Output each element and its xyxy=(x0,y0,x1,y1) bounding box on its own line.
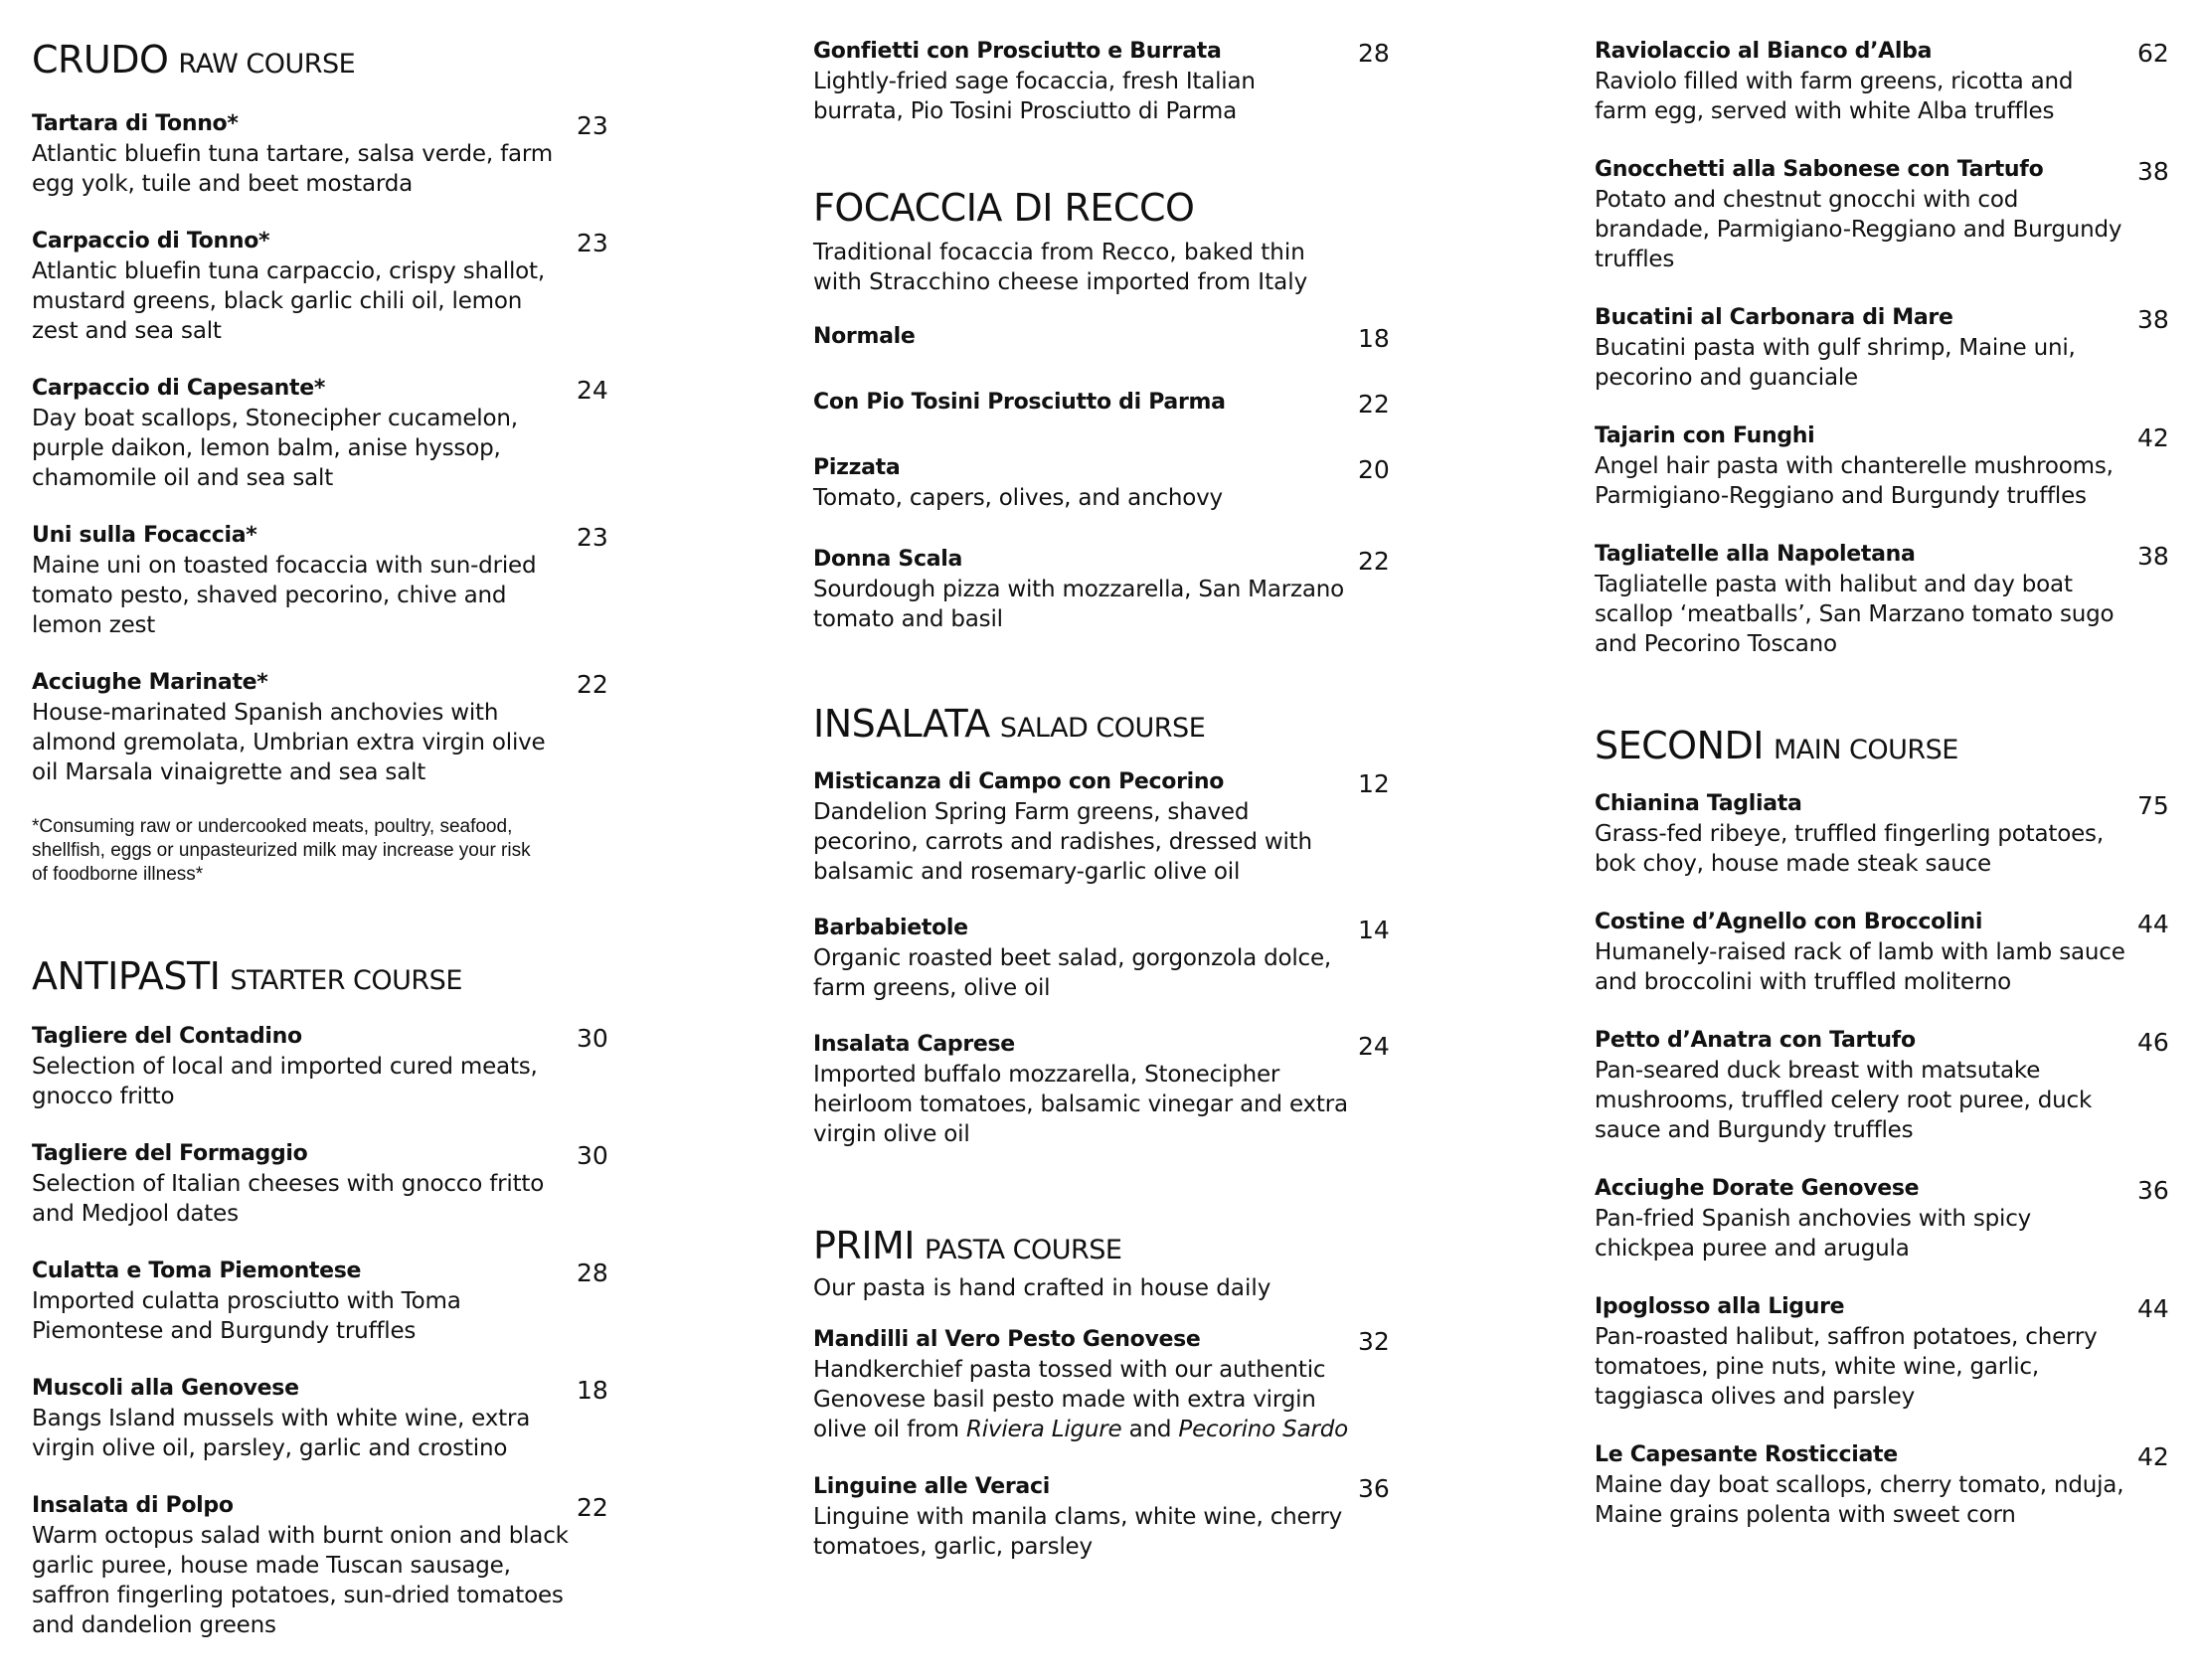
item-price: 12 xyxy=(1358,769,1390,798)
item-price: 38 xyxy=(2137,157,2169,186)
item-description: Dandelion Spring Farm greens, shaved pecorino, carrots and radishes, dressed with balsamic and rosemary-garlic olive oil xyxy=(813,799,1312,885)
item-name: Culatta e Toma Piemontese xyxy=(32,1259,362,1283)
item-name: Le Capesante Rosticciate xyxy=(1595,1442,1898,1467)
item-description: Maine day boat scallops, cherry tomato, nduja, Maine grains polenta with sweet corn xyxy=(1595,1472,2124,1528)
item-description: Organic roasted beet salad, gorgonzola dolce, farm greens, olive oil xyxy=(813,945,1332,1001)
item-price: 23 xyxy=(577,111,608,140)
menu-item xyxy=(1595,540,2191,659)
section-heading xyxy=(813,186,1420,230)
item-name: Tagliere del Formaggio xyxy=(32,1141,308,1166)
item-list xyxy=(1595,789,2191,1530)
item-description: Tagliatelle pasta with halibut and day boat scallop ‘meatballs’, San Marzano tomato sugo and Pecorino Toscano xyxy=(1595,572,2115,657)
section-heading xyxy=(1595,724,2191,767)
section-note: Traditional focaccia from Recco, baked thin with Stracchino cheese imported from Italy xyxy=(813,240,1308,295)
menu-item xyxy=(813,37,1420,126)
item-name: Mandilli al Vero Pesto Genovese xyxy=(813,1327,1201,1352)
item-name: Carpaccio di Capesante* xyxy=(32,376,326,401)
menu-item xyxy=(813,914,1420,1003)
menu-item xyxy=(1595,908,2191,997)
menu-item xyxy=(813,1472,1420,1562)
menu-item xyxy=(813,545,1420,634)
section-heading xyxy=(813,1224,1420,1267)
item-price: 14 xyxy=(1358,916,1390,944)
section-antipasti-continued xyxy=(813,0,1420,126)
item-list xyxy=(32,109,638,787)
item-name: Con Pio Tosini Prosciutto di Parma xyxy=(813,390,1226,415)
item-price: 22 xyxy=(577,1493,608,1522)
section-insalata xyxy=(813,666,1420,1149)
item-name: Misticanza di Campo con Pecorino xyxy=(813,769,1225,794)
menu-column-2 xyxy=(813,0,1420,1590)
item-name: Barbabietole xyxy=(813,916,968,940)
section-secondi xyxy=(1595,688,2191,1530)
section-title-main: ANTIPASTI xyxy=(32,954,221,998)
menu-item xyxy=(813,1030,1420,1149)
item-description: Pan-roasted halibut, saffron potatoes, cherry tomatoes, pine nuts, white wine, garlic, taggiasca olives and parsley xyxy=(1595,1324,2098,1410)
item-description: Sourdough pizza with mozzarella, San Marzano tomato and basil xyxy=(813,577,1344,632)
item-price: 22 xyxy=(1358,547,1390,576)
item-price: 28 xyxy=(577,1259,608,1287)
item-price: 28 xyxy=(1358,39,1390,68)
menu-item xyxy=(1595,1292,2191,1412)
item-price: 30 xyxy=(577,1141,608,1170)
item-name: Bucatini al Carbonara di Mare xyxy=(1595,305,1953,330)
item-name: Petto d’Anatra con Tartufo xyxy=(1595,1028,1916,1053)
item-name: Tagliatelle alla Napoletana xyxy=(1595,542,1916,567)
item-price: 32 xyxy=(1358,1327,1390,1356)
section-title-main: SECONDI xyxy=(1595,724,1764,767)
item-price: 23 xyxy=(577,229,608,257)
item-price: 36 xyxy=(1358,1474,1390,1503)
item-description: Potato and chestnut gnocchi with cod brandade, Parmigiano-Reggiano and Burgundy truffles xyxy=(1595,187,2122,272)
item-description-emphasis: Pecorino Sardo xyxy=(1178,1417,1348,1442)
menu-column-3 xyxy=(1595,0,2191,1559)
item-name: Carpaccio di Tonno* xyxy=(32,229,270,253)
item-list xyxy=(1595,37,2191,659)
item-description: House-marinated Spanish anchovies with almond gremolata, Umbrian extra virgin olive oil Marsala vinaigrette and sea salt xyxy=(32,700,546,785)
item-name: Normale xyxy=(813,324,916,349)
item-name: Tajarin con Funghi xyxy=(1595,423,1815,448)
item-price: 23 xyxy=(577,523,608,552)
menu-item xyxy=(32,1491,638,1640)
item-name: Acciughe Dorate Genovese xyxy=(1595,1176,1920,1201)
section-title-main: INSALATA xyxy=(813,702,990,746)
item-description: Selection of local and imported cured meats, gnocco fritto xyxy=(32,1054,538,1109)
section-title-sub: MAIN COURSE xyxy=(1773,735,1958,765)
item-description: Raviolo filled with farm greens, ricotta and farm egg, served with white Alba truffles xyxy=(1595,69,2074,124)
item-name: Insalata Caprese xyxy=(813,1032,1015,1057)
item-name: Ipoglosso alla Ligure xyxy=(1595,1294,1845,1319)
item-description: Atlantic bluefin tuna tartare, salsa verde, farm egg yolk, tuile and beet mostarda xyxy=(32,141,553,197)
item-price: 38 xyxy=(2137,542,2169,571)
menu-item xyxy=(1595,421,2191,511)
item-price: 24 xyxy=(577,376,608,405)
item-name: Muscoli alla Genovese xyxy=(32,1376,299,1401)
menu-item xyxy=(32,109,638,199)
item-name: Raviolaccio al Bianco d’Alba xyxy=(1595,39,1933,64)
section-title-main: CRUDO xyxy=(32,38,169,82)
menu-item xyxy=(813,388,1420,418)
item-description: Pan-fried Spanish anchovies with spicy chickpea puree and arugula xyxy=(1595,1206,2032,1261)
menu-item xyxy=(32,374,638,493)
item-name: Pizzata xyxy=(813,455,901,480)
item-price: 20 xyxy=(1358,455,1390,484)
item-name: Costine d’Agnello con Broccolini xyxy=(1595,910,1983,934)
item-price: 42 xyxy=(2137,423,2169,452)
item-price: 44 xyxy=(2137,1294,2169,1323)
menu-item xyxy=(32,1374,638,1463)
item-list xyxy=(813,767,1420,1149)
item-list xyxy=(32,1022,638,1640)
section-heading xyxy=(32,954,638,998)
item-price: 22 xyxy=(1358,390,1390,419)
item-name: Linguine alle Veraci xyxy=(813,1474,1050,1499)
menu-column-1 xyxy=(32,0,638,1668)
menu-item xyxy=(1595,1440,2191,1530)
item-description: Day boat scallops, Stonecipher cucamelon, purple daikon, lemon balm, anise hyssop, chamomile oil and sea salt xyxy=(32,406,518,491)
item-price: 46 xyxy=(2137,1028,2169,1057)
item-description: Imported buffalo mozzarella, Stonecipher heirloom tomatoes, balsamic vinegar and extra virgin olive oil xyxy=(813,1062,1348,1147)
item-name: Uni sulla Focaccia* xyxy=(32,523,257,548)
item-name: Donna Scala xyxy=(813,547,963,572)
item-description: Warm octopus salad with burnt onion and black garlic puree, house made Tuscan sausage, saffron fingerling potatoes, sun-dried tomatoes and dandelion greens xyxy=(32,1523,569,1638)
menu-item xyxy=(32,1022,638,1111)
section-heading xyxy=(32,38,638,82)
item-description: Linguine with manila clams, white wine, cherry tomatoes, garlic, parsley xyxy=(813,1504,1342,1560)
item-price: 42 xyxy=(2137,1442,2169,1471)
item-description: Lightly-fried sage focaccia, fresh Italian burrata, Pio Tosini Prosciutto di Parma xyxy=(813,69,1256,124)
menu-item xyxy=(32,668,638,787)
item-list xyxy=(813,1325,1420,1562)
section-title-sub: SALAD COURSE xyxy=(999,713,1206,744)
item-price: 38 xyxy=(2137,305,2169,334)
section-crudo xyxy=(32,0,638,887)
section-title-sub: STARTER COURSE xyxy=(230,965,462,996)
item-description xyxy=(813,1355,1350,1444)
item-description-text: and xyxy=(1121,1417,1179,1442)
item-price: 62 xyxy=(2137,39,2169,68)
item-name: Acciughe Marinate* xyxy=(32,670,268,695)
menu-item xyxy=(813,453,1420,513)
menu-item xyxy=(32,227,638,346)
section-primi xyxy=(813,1176,1420,1562)
item-name: Insalata di Polpo xyxy=(32,1493,234,1518)
item-price: 18 xyxy=(1358,324,1390,353)
item-list xyxy=(813,37,1420,126)
item-price: 24 xyxy=(1358,1032,1390,1061)
item-name: Tartara di Tonno* xyxy=(32,111,239,136)
item-description: Selection of Italian cheeses with gnocco fritto and Medjool dates xyxy=(32,1171,545,1227)
menu-item xyxy=(1595,1174,2191,1263)
item-price: 36 xyxy=(2137,1176,2169,1205)
item-description: Bucatini pasta with gulf shrimp, Maine uni, pecorino and guanciale xyxy=(1595,335,2076,391)
item-name: Chianina Tagliata xyxy=(1595,791,1802,816)
section-title-sub: RAW COURSE xyxy=(178,49,356,80)
item-description: Imported culatta prosciutto with Toma Piemontese and Burgundy truffles xyxy=(32,1288,461,1344)
section-title-sub: PASTA COURSE xyxy=(925,1235,1122,1265)
menu-item xyxy=(813,767,1420,887)
item-description-text: Handkerchief pasta tossed with our authentic Genovese basil pesto made with extra virgin olive oil from xyxy=(813,1357,1326,1442)
section-note: Our pasta is hand crafted in house daily xyxy=(813,1275,1271,1301)
menu-item xyxy=(1595,1026,2191,1145)
section-antipasti xyxy=(32,887,638,1640)
item-list xyxy=(813,322,1420,634)
menu-item xyxy=(813,322,1420,352)
item-description-emphasis: Riviera Ligure xyxy=(965,1417,1122,1442)
menu-item xyxy=(32,1139,638,1229)
item-description: Tomato, capers, olives, and anchovy xyxy=(813,485,1223,511)
menu-item xyxy=(813,1325,1420,1444)
item-price: 30 xyxy=(577,1024,608,1053)
raw-food-disclaimer: *Consuming raw or undercooked meats, poultry, seafood, shellfish, eggs or unpasteurized milk may increase your risk of foodborne illness* xyxy=(32,816,531,885)
item-description: Humanely-raised rack of lamb with lamb sauce and broccolini with truffled moliterno xyxy=(1595,939,2125,995)
section-focaccia xyxy=(813,126,1420,634)
item-description: Atlantic bluefin tuna carpaccio, crispy shallot, mustard greens, black garlic chili oil, lemon zest and sea salt xyxy=(32,258,545,344)
menu-item xyxy=(1595,37,2191,126)
item-description: Maine uni on toasted focaccia with sun-dried tomato pesto, shaved pecorino, chive and lemon zest xyxy=(32,553,537,638)
menu-item xyxy=(1595,303,2191,393)
menu-item xyxy=(32,521,638,640)
section-title-main: FOCACCIA DI RECCO xyxy=(813,186,1195,230)
menu-item xyxy=(32,1257,638,1346)
section-primi-continued xyxy=(1595,0,2191,659)
item-price: 22 xyxy=(577,670,608,699)
item-name: Tagliere del Contadino xyxy=(32,1024,302,1049)
item-description: Grass-fed ribeye, truffled fingerling potatoes, bok choy, house made steak sauce xyxy=(1595,821,2104,877)
item-description: Pan-seared duck breast with matsutake mushrooms, truffled celery root puree, duck sauce and Burgundy truffles xyxy=(1595,1058,2093,1143)
section-heading xyxy=(813,702,1420,746)
section-title-main: PRIMI xyxy=(813,1224,916,1267)
menu-item xyxy=(1595,789,2191,879)
item-price: 18 xyxy=(577,1376,608,1405)
item-price: 44 xyxy=(2137,910,2169,938)
item-description: Bangs Island mussels with white wine, extra virgin olive oil, parsley, garlic and crostino xyxy=(32,1406,531,1461)
item-description: Angel hair pasta with chanterelle mushrooms, Parmigiano-Reggiano and Burgundy truffles xyxy=(1595,453,2114,509)
item-price: 75 xyxy=(2137,791,2169,820)
menu-item xyxy=(1595,155,2191,274)
item-name: Gnocchetti alla Sabonese con Tartufo xyxy=(1595,157,2044,182)
item-name: Gonfietti con Prosciutto e Burrata xyxy=(813,39,1222,64)
